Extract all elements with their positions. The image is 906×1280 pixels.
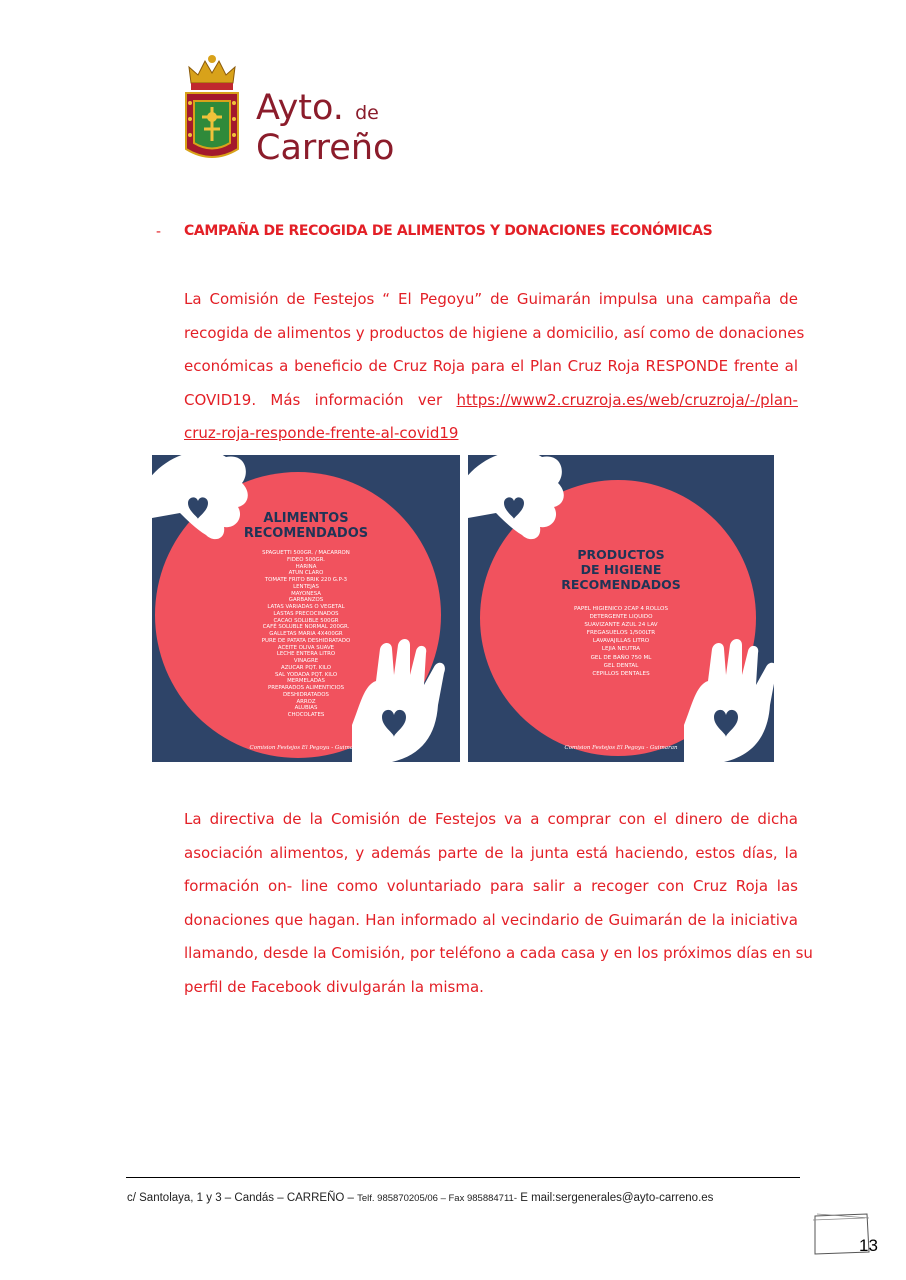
poster-food-title: ALIMENTOS RECOMENDADOS	[243, 511, 369, 541]
poster-food-item: ALUBIAS	[294, 705, 318, 712]
poster-hygiene-item: CEPILLOS DENTALES	[592, 670, 650, 677]
poster-food-item: TOMATE FRITO BRIK 220 G.P-3	[264, 577, 348, 583]
footer-phones: Telf. 985870205/06 – Fax 985884711-	[357, 1193, 517, 1204]
logo-title: Ayto. de	[256, 88, 379, 128]
poster-hygiene-item: PAPEL HIGIENICO 2CAP 4 ROLLOS	[574, 606, 668, 612]
paragraph-line: perfil de Facebook divulgarán la misma.	[184, 977, 484, 996]
footer-email: E mail:sergenerales@ayto-carreno.es	[520, 1192, 714, 1204]
poster-food	[152, 455, 460, 762]
footer-address: c/ Santolaya, 1 y 3 – Candás – CARREÑO –	[127, 1192, 354, 1204]
logo-subtitle: Carreño	[256, 128, 395, 168]
poster-food-item: ATUN CLARO	[288, 570, 324, 577]
paragraph-line: económicas a beneficio de Cruz Roja para el Plan Cruz Roja RESPONDE frente al	[184, 357, 798, 375]
poster-hygiene	[468, 455, 774, 762]
poster-hygiene-item: FREGASUELOS 1/500LTR	[586, 630, 656, 637]
paragraph-line: La Comisión de Festejos “ El Pegoyu” de Guimarán impulsa una campaña de	[184, 290, 798, 308]
paragraph-campaign	[184, 289, 805, 457]
paragraph-line	[184, 423, 798, 457]
poster-hygiene-item: SUAVIZANTE AZUL 24 LAV	[584, 622, 658, 629]
paragraph-line: llamando, desde la Comisión, por teléfono a cada casa y en los próximos días en su	[184, 944, 813, 962]
poster-food-item: ARROZ	[296, 698, 316, 705]
poster-food-item: GALLETAS MARIA 4X400GR	[269, 631, 343, 637]
poster-food-item: MAYONESA	[291, 590, 321, 597]
paragraph-line: asociación alimentos, y además parte de la junta está haciendo, estos días, la	[184, 843, 798, 862]
poster-food-item: DESHIDRATADOS	[283, 691, 329, 698]
poster-hygiene-item: GEL DENTAL	[603, 662, 639, 669]
paragraph-line: COVID19. Más información ver https://www2.cruzroja.es/web/cruzroja/-/plan-	[184, 390, 798, 424]
coat-of-arms-icon	[183, 53, 241, 165]
poster-food-item: LECHE ENTERA LITRO	[276, 651, 336, 658]
poster-food-credit: Comision Festejos El Pegoyu - Guimaran	[249, 745, 363, 751]
poster-food-item: PURE DE PATATA DESHIDRATADO	[261, 637, 351, 644]
poster-food-item: CHOCOLATES	[287, 712, 325, 718]
poster-hygiene-item: LEJIA NEUTRA	[601, 646, 641, 653]
section-heading: CAMPAÑA DE RECOGIDA DE ALIMENTOS Y DONACIONES ECONÓMICAS	[184, 223, 713, 239]
poster-hygiene-list	[468, 605, 774, 678]
poster-food-item: GARBANZOS	[288, 597, 324, 604]
footer-divider	[126, 1177, 800, 1178]
poster-food-item: SPAGUETTI 500GR. / MACARRON	[262, 550, 350, 556]
page-number: 13	[859, 1236, 878, 1255]
poster-hygiene-item: GEL DE BAÑO 750 ML	[590, 654, 652, 661]
list-bullet: -	[156, 223, 161, 240]
poster-food-item: LATAS VARIADAS O VEGETAL	[267, 604, 345, 610]
poster-food-item: MERMELADAS	[287, 678, 325, 685]
cruz-roja-link-continued[interactable]: cruz-roja-responde-frente-al-covid19	[184, 424, 459, 442]
paragraph-directiva	[184, 809, 813, 1010]
paragraph-line: donaciones que hagan. Han informado al vecindario de Guimarán de la iniciativa	[184, 910, 798, 929]
paragraph-line: recogida de alimentos y productos de higiene a domicilio, así como de donaciones	[184, 323, 805, 342]
poster-food-list	[152, 550, 460, 719]
poster-hygiene-title: PRODUCTOS DE HIGIENE RECOMENDADOS	[561, 547, 681, 592]
poster-food-item: FIDEO 500GR.	[287, 556, 325, 563]
poster-food-item: SAL YODADA PQT. KILO	[274, 671, 338, 678]
poster-food-item: ACEITE OLIVA SUAVE	[277, 644, 335, 651]
poster-hygiene-item: DETERGENTE LIQUIDO	[589, 614, 653, 621]
poster-food-item: LASTAS PRECOCINADOS	[273, 610, 339, 617]
paragraph-line: La directiva de la Comisión de Festejos va a comprar con el dinero de dicha	[184, 810, 798, 828]
poster-food-item: VINAGRE	[293, 658, 319, 664]
poster-hygiene-item: LAVAVAJILLAS LITRO	[592, 638, 650, 645]
poster-food-item: AZUCAR PQT. KILO	[281, 664, 331, 671]
paragraph-line: formación on- line como voluntariado para salir a recoger con Cruz Roja las	[184, 877, 798, 895]
poster-food-item: CACAO SOLUBLE 500GR	[273, 617, 339, 624]
poster-food-item: LENTEJAS	[293, 583, 319, 590]
poster-food-item: PREPARADOS ALIMENTICIOS	[267, 685, 344, 691]
poster-hygiene-credit: Comision Festejos El Pegoyu - Guimaran	[564, 745, 678, 751]
poster-food-item: HARINA	[295, 563, 317, 570]
poster-food-item: CAFÉ SOLUBLE NORMAL 200GR.	[262, 624, 350, 631]
cruz-roja-link[interactable]: https://www2.cruzroja.es/web/cruzroja/-/plan-	[456, 390, 798, 409]
footer-contact	[127, 1192, 713, 1204]
